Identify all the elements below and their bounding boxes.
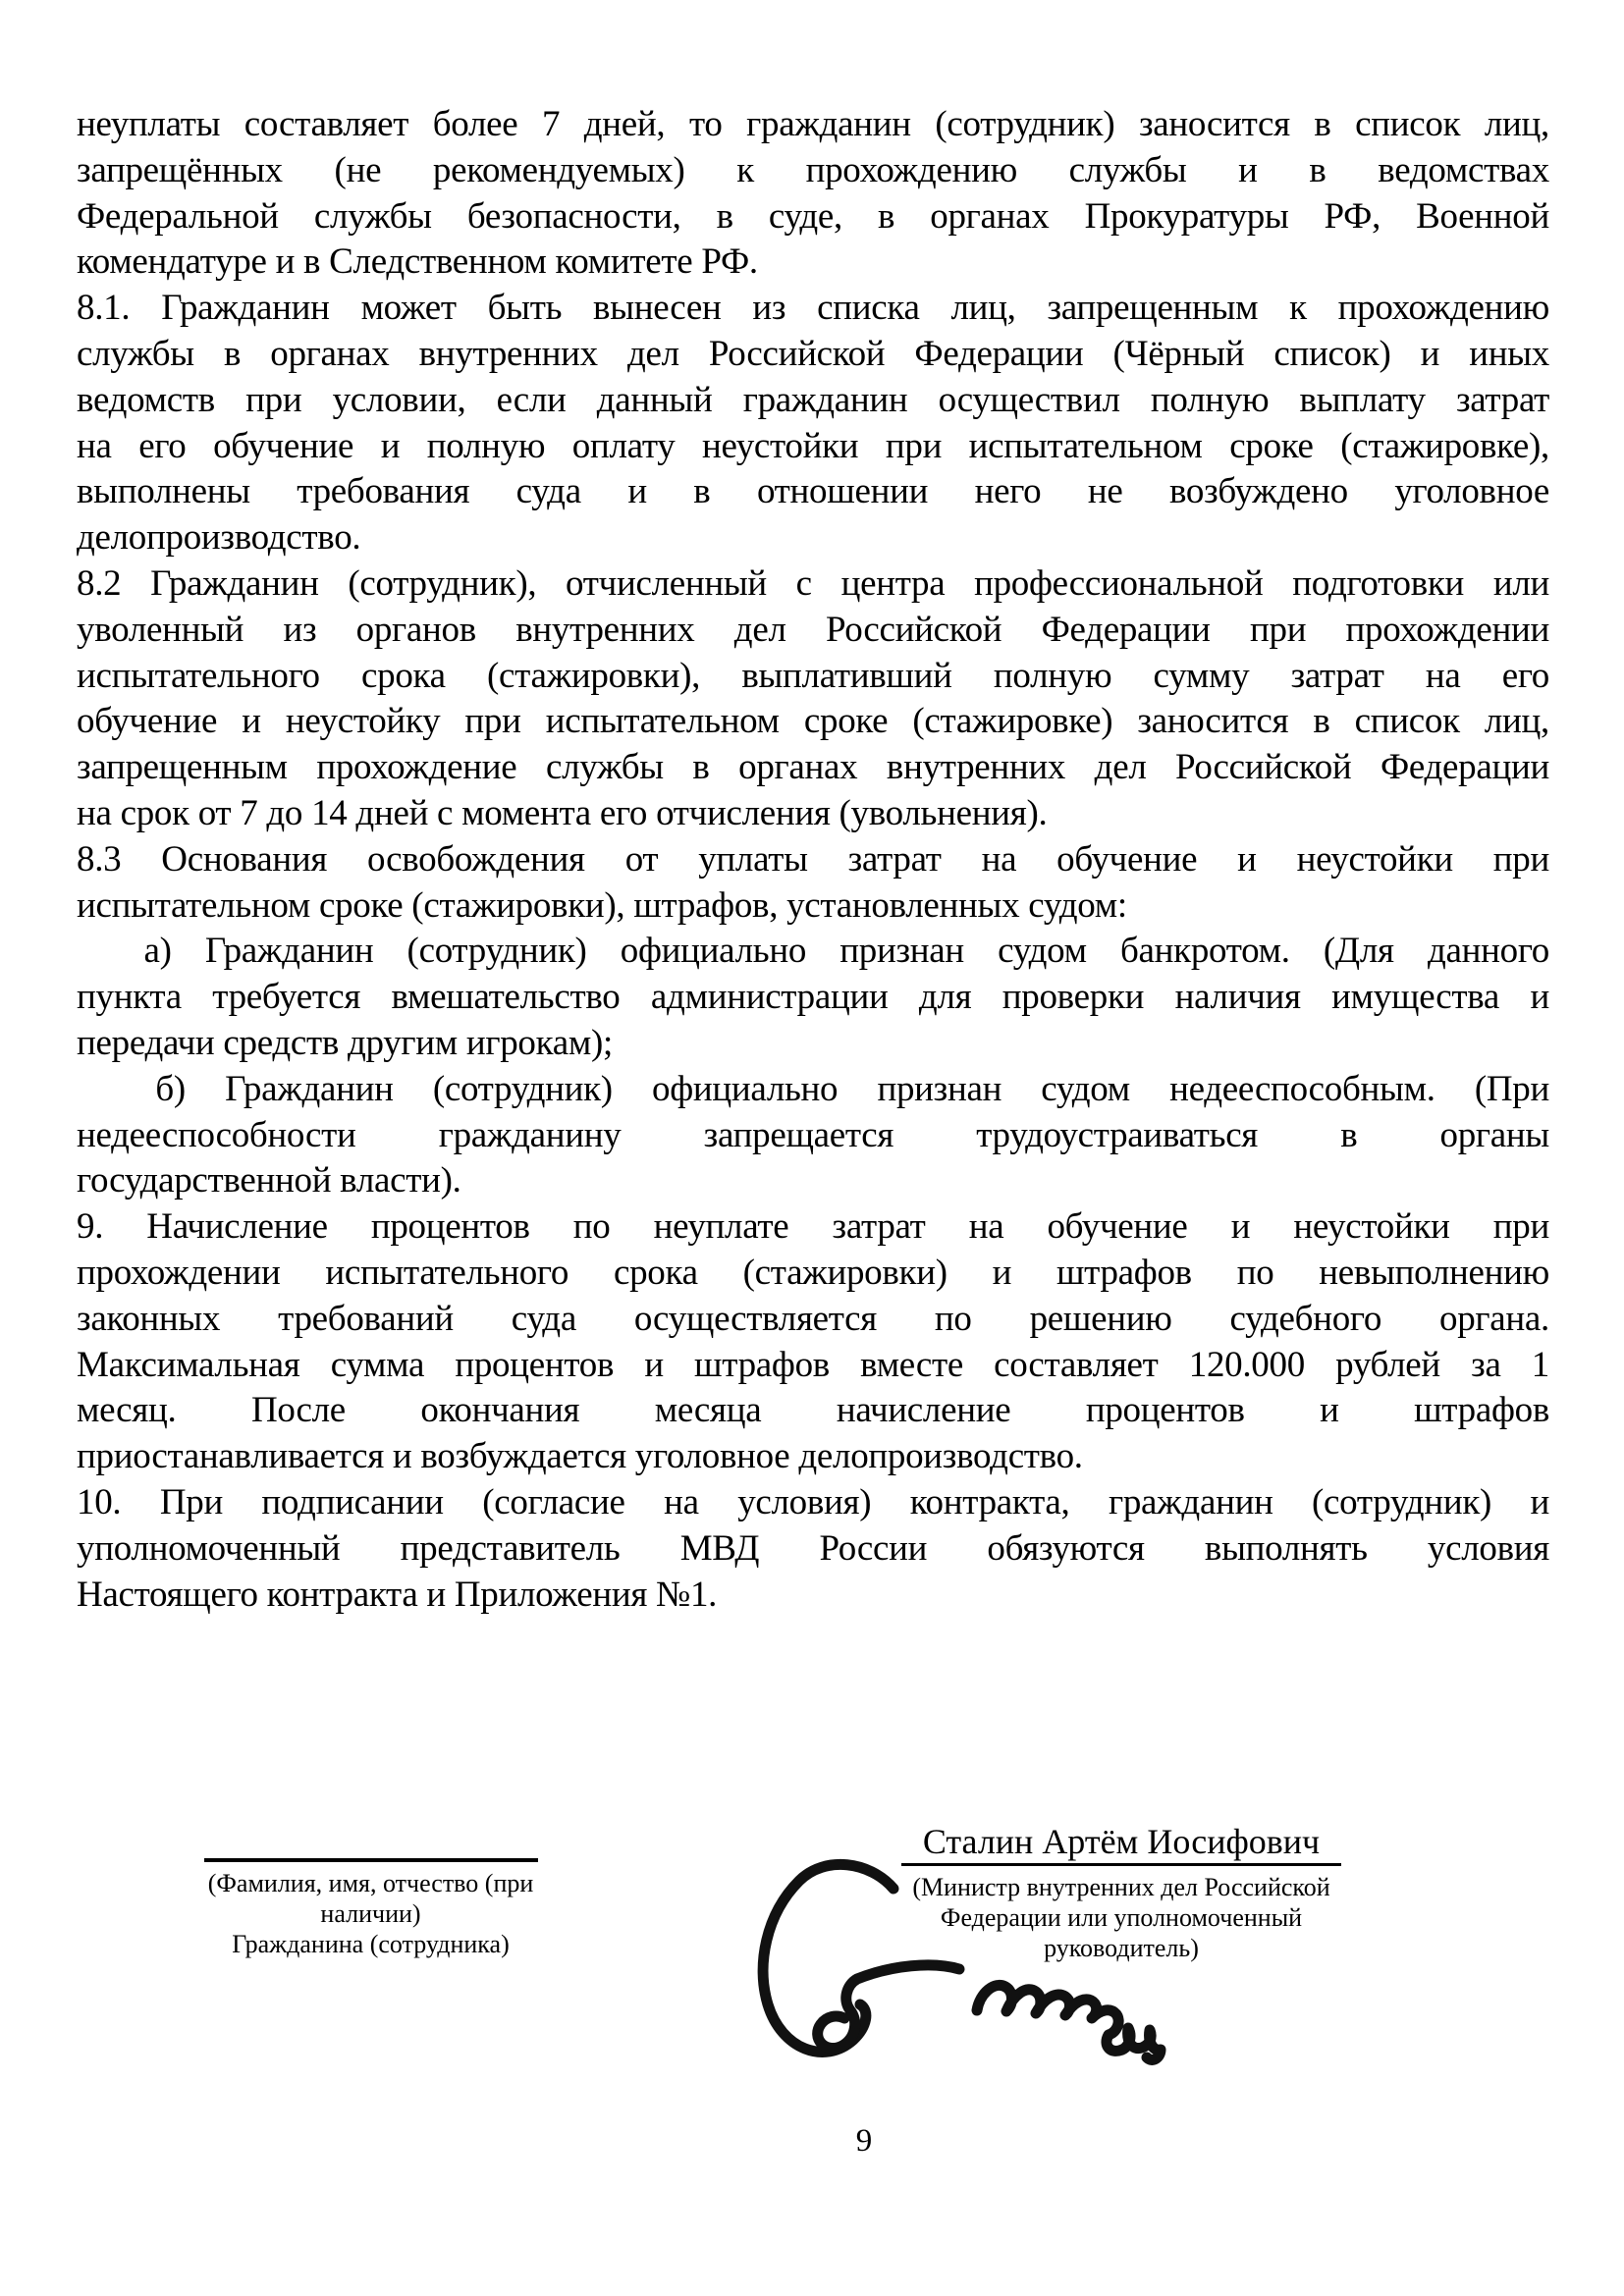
- citizen-signature-block: [201, 1858, 540, 1959]
- citizen-signature-caption-1: (Фамилия, имя, отчество (при наличии): [207, 1869, 534, 1928]
- minister-signature-caption-2: Федерации или уполномоченный руководитель): [940, 1903, 1303, 1962]
- text-line: испытательного срока (стажировки), выплативший полную сумму затрат на его: [77, 655, 1549, 696]
- text-line: пункта требуется вмешательство администрации для проверки наличия имущества и: [77, 977, 1549, 1018]
- handwritten-signature-icon: [756, 1855, 1178, 2081]
- text-line: б) Гражданин (сотрудник) официально признан судом недееспособным. (При: [77, 1068, 1549, 1109]
- text-line: уполномоченный представитель МВД России обязуются выполнять условия: [77, 1527, 1549, 1569]
- text-line: обучение и неустойку при испытательном сроке (стажировке) заносится в список лиц,: [77, 701, 1549, 742]
- text-line: 8.2 Гражданин (сотрудник), отчисленный с центра профессиональной подготовки или: [77, 562, 1549, 604]
- text-line: комендатуре и в Следственном комитете РФ.: [77, 241, 758, 283]
- text-line: запрещенным прохождение службы в органах внутренних дел Российской Федерации: [77, 747, 1549, 788]
- text-line: испытательном сроке (стажировки), штрафов, установленных судом:: [77, 884, 1127, 926]
- text-line: месяц. После окончания месяца начисление процентов и штрафов: [77, 1390, 1549, 1431]
- text-line: недееспособности гражданину запрещается трудоустраиваться в органы: [77, 1114, 1549, 1155]
- text-line: 8.3 Основания освобождения от уплаты затрат на обучение и неустойки при: [77, 838, 1549, 880]
- contract-text: [77, 102, 1549, 1618]
- text-line: службы в органах внутренних дел Российской Федерации (Чёрный список) и иных: [77, 333, 1549, 374]
- text-line: выполнены требования суда и в отношении него не возбуждено уголовное: [77, 471, 1549, 512]
- minister-name: Сталин Артём Иосифович: [922, 1822, 1321, 1861]
- text-line: 10. При подписании (согласие на условия) контракта, гражданин (сотрудник) и: [77, 1481, 1549, 1522]
- text-line: прохождении испытательного срока (стажировки) и штрафов по невыполнению: [77, 1252, 1549, 1293]
- text-line: Настоящего контракта и Приложения №1.: [77, 1574, 718, 1615]
- text-line: Федеральной службы безопасности, в суде, в органах Прокуратуры РФ, Военной: [77, 195, 1549, 237]
- text-line: делопроизводство.: [77, 517, 361, 559]
- text-line: государственной власти).: [77, 1160, 461, 1201]
- text-line: 9. Начисление процентов по неуплате затрат на обучение и неустойки при: [77, 1206, 1549, 1248]
- text-line: на его обучение и полную оплату неустойки при испытательном сроке (стажировке),: [77, 425, 1549, 466]
- text-line: передачи средств другим игрокам);: [77, 1022, 613, 1063]
- text-line: законных требований суда осуществляется по решению судебного органа.: [77, 1298, 1549, 1339]
- text-line: запрещённых (не рекомендуемых) к прохождению службы и в ведомствах: [77, 149, 1549, 190]
- text-line: на срок от 7 до 14 дней с момента его отчисления (увольнения).: [77, 792, 1048, 833]
- text-line: а) Гражданин (сотрудник) официально признан судом банкротом. (Для данного: [77, 931, 1549, 972]
- text-line: неуплаты составляет более 7 дней, то гражданин (сотрудник) заносится в список лиц,: [77, 104, 1549, 144]
- citizen-signature-line: [204, 1858, 538, 1862]
- text-line: приостанавливается и возбуждается уголовное делопроизводство.: [77, 1436, 1083, 1477]
- minister-signature-caption-1: (Министр внутренних дел Российской: [912, 1873, 1330, 1901]
- text-line: Максимальная сумма процентов и штрафов вместе составляет 120.000 рублей за 1: [77, 1344, 1549, 1385]
- text-line: уволенный из органов внутренних дел Российской Федерации при прохождении: [77, 609, 1549, 650]
- page-number: 9: [855, 2123, 873, 2159]
- text-line: 8.1. Гражданин может быть вынесен из списка лиц, запрещенным к прохождению: [77, 288, 1549, 329]
- citizen-signature-caption-2: Гражданина (сотрудника): [232, 1930, 510, 1958]
- text-line: ведомств при условии, если данный гражданин осуществил полную выплату затрат: [77, 379, 1549, 420]
